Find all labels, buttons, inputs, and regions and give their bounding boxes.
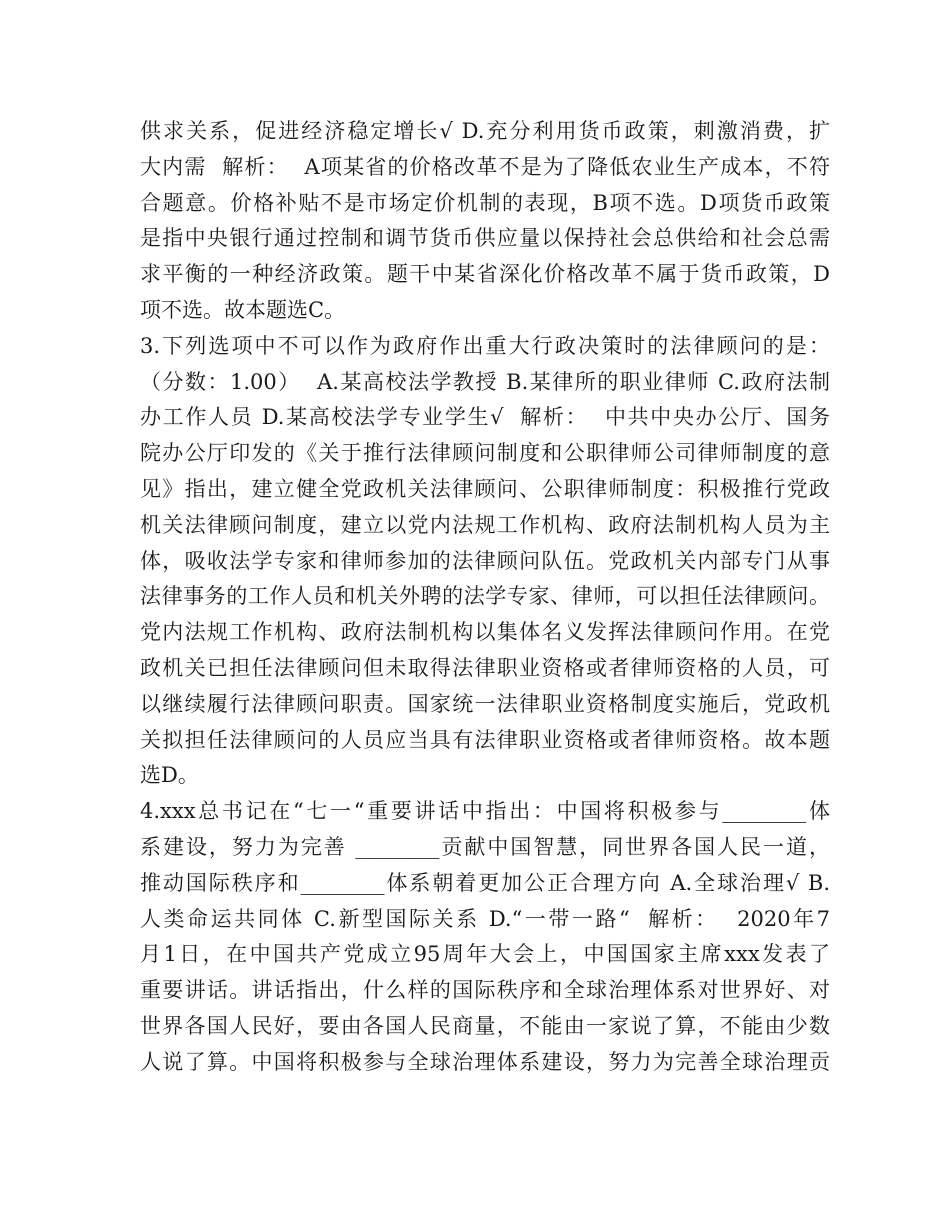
text-line: 院办公厅印发的《关于推行法律顾问制度和公职律师公司律师制度的意 <box>140 441 830 466</box>
document-body <box>140 114 830 1081</box>
text-line: 供求关系，促进经济稳定增长√ D.充分利用货币政策，刺激消费，扩 <box>140 119 830 143</box>
text-line: 见》指出，建立健全党政机关法律顾问、公职律师制度：积极推行党政 <box>140 476 830 501</box>
text-line: 合题意。价格补贴不是市场定价机制的表现，B项不选。D项货币政策 <box>140 190 830 215</box>
text-line: 办工作人员 D.某高校法学专业学生√ 解析： 中共中央办公厅、国务 <box>140 405 830 430</box>
text-line: （分数：1.00） A.某高校法学教授 B.某律所的职业律师 C.政府法制 <box>140 369 830 394</box>
text-line: 党内法规工作机构、政府法制机构以集体名义发挥法律顾问作用。在党 <box>140 620 830 645</box>
text-line: 关拟担任法律顾问的人员应当具有法律职业资格或者律师资格。故本题 <box>140 727 830 752</box>
text-line: 选D。 <box>140 763 199 788</box>
text-line: 项不选。故本题选C。 <box>140 297 346 322</box>
text-line: 4.xxx总书记在“七一“重要讲话中指出：中国将积极参与________体 <box>140 799 830 824</box>
text-line: 是指中央银行通过控制和调节货币供应量以保持社会总供给和社会总需 <box>140 226 830 251</box>
text-line: 以继续履行法律顾问职责。国家统一法律职业资格制度实施后，党政机 <box>140 691 830 716</box>
text-line: 大内需 解析： A项某省的价格改革不是为了降低农业生产成本，不符 <box>140 154 830 179</box>
text-line: 政机关已担任法律顾问但未取得法律职业资格或者律师资格的人员，可 <box>140 655 830 680</box>
text-line: 求平衡的一种经济政策。题干中某省深化价格改革不属于货币政策，D <box>140 262 830 287</box>
text-line: 系建设，努力为完善 ________贡献中国智慧，同世界各国人民一道， <box>140 834 830 859</box>
text-line: 机关法律顾问制度，建立以党内法规工作机构、政府法制机构人员为主 <box>140 512 830 537</box>
text-line: 人类命运共同体 C.新型国际关系 D.“一带一路“ 解析： 2020年7 <box>140 906 830 931</box>
text-line: 世界各国人民好，要由各国人民商量，不能由一家说了算，不能由少数 <box>140 1013 830 1038</box>
text-line: 推动国际秩序和________体系朝着更加公正合理方向 A.全球治理√ B. <box>140 870 830 895</box>
text-line: 重要讲话。讲话指出，什么样的国际秩序和全球治理体系对世界好、对 <box>140 978 830 1003</box>
text-line: 人说了算。中国将积极参与全球治理体系建设，努力为完善全球治理贡 <box>140 1049 830 1074</box>
text-line: 体，吸收法学专家和律师参加的法律顾问队伍。党政机关内部专门从事 <box>140 548 830 573</box>
text-line: 法律事务的工作人员和机关外聘的法学专家、律师，可以担任法律顾问。 <box>140 584 830 609</box>
text-line: 月1日，在中国共产党成立95周年大会上，中国国家主席xxx发表了 <box>140 942 830 967</box>
text-line: 3.下列选项中不可以作为政府作出重大行政决策时的法律顾问的是： <box>140 333 830 358</box>
